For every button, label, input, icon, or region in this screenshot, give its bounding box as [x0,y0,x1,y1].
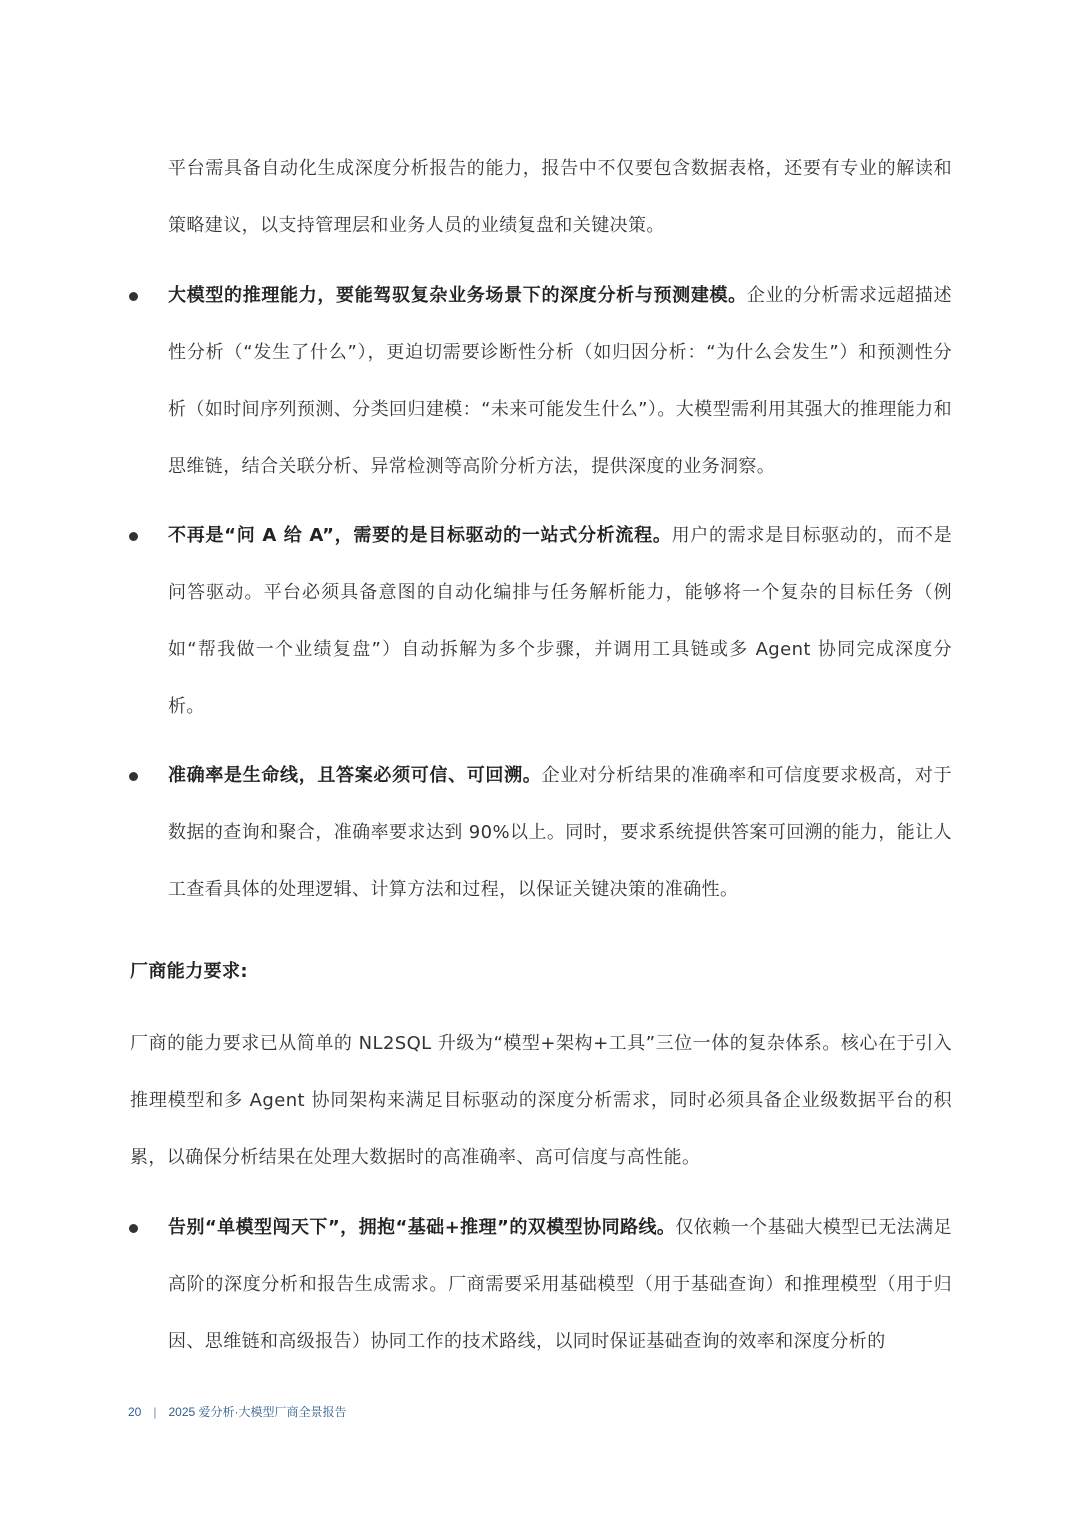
requirement-body: 用户的需求是目标驱动的，而不是问答驱动。平台必须具备意图的自动化编排与任务解析能力，能够将一个复杂的目标任务（例如“帮我做一个业绩复盘”）自动拆解为多个步骤，并调用工具链或多 Agent 协同完成深度分析。 [168,525,953,717]
requirement-body: 企业的分析需求远超描述性分析（“发生了什么”），更迫切需要诊断性分析（如归因分析：“为什么会发生”）和预测性分析（如时间序列预测、分类回归建模：“未来可能发生什么”）。大模型需利用其强大的推理能力和思维链，结合关联分析、异常检测等高阶分析方法，提供深度的业务洞察。 [168,285,952,477]
footer-separator: | [153,1405,157,1419]
bullet-icon [129,772,138,781]
requirement-item-goal-driven [168,507,952,735]
bullet-icon [129,292,138,301]
vendor-item-dual-model [168,1199,952,1370]
intro-paragraph: 平台需具备自动化生成深度分析报告的能力，报告中不仅要包含数据表格，还要有专业的解读和策略建议，以支持管理层和业务人员的业绩复盘和关键决策。 [168,158,952,236]
bullet-icon [129,532,138,541]
report-title: 2025 爱分析·大模型厂商全景报告 [168,1405,347,1419]
page-number: 20 [128,1405,142,1419]
requirement-lead: 准确率是生命线，且答案必须可信、可回溯。 [168,765,542,786]
requirement-lead: 不再是“问 A 给 A”，需要的是目标驱动的一站式分析流程。 [168,525,672,546]
requirement-body: 企业对分析结果的准确率和可信度要求极高，对于数据的查询和聚合，准确率要求达到 90%以上。同时，要求系统提供答案可回溯的能力，能让人工查看具体的处理逻辑、计算方法和过程，以保证关键决策的准确性。 [168,765,952,900]
vendor-item-body: 仅依赖一个基础大模型已无法满足高阶的深度分析和报告生成需求。厂商需要采用基础模型（用于基础查询）和推理模型（用于归因、思维链和高级报告）协同工作的技术路线，以同时保证基础查询的效率和深度分析的 [168,1217,953,1352]
page-footer [128,1402,347,1422]
vendor-item-lead: 告别“单模型闯天下”，拥抱“基础+推理”的双模型协同路线。 [168,1217,676,1238]
requirement-item-reasoning [168,267,952,495]
vendor-section-heading: 厂商能力要求: [130,961,248,982]
requirement-lead: 大模型的推理能力，要能驾驭复杂业务场景下的深度分析与预测建模。 [168,285,747,306]
requirement-item-accuracy [168,747,952,918]
vendor-intro-paragraph: 厂商的能力要求已从简单的 NL2SQL 升级为“模型+架构+工具”三位一体的复杂体系。核心在于引入推理模型和多 Agent 协同架构来满足目标驱动的深度分析需求，同时必须具备企业级数据平台的积累，以确保分析结果在处理大数据时的高准确率、高可信度与高性能。 [130,1033,952,1168]
bullet-icon [129,1224,138,1233]
